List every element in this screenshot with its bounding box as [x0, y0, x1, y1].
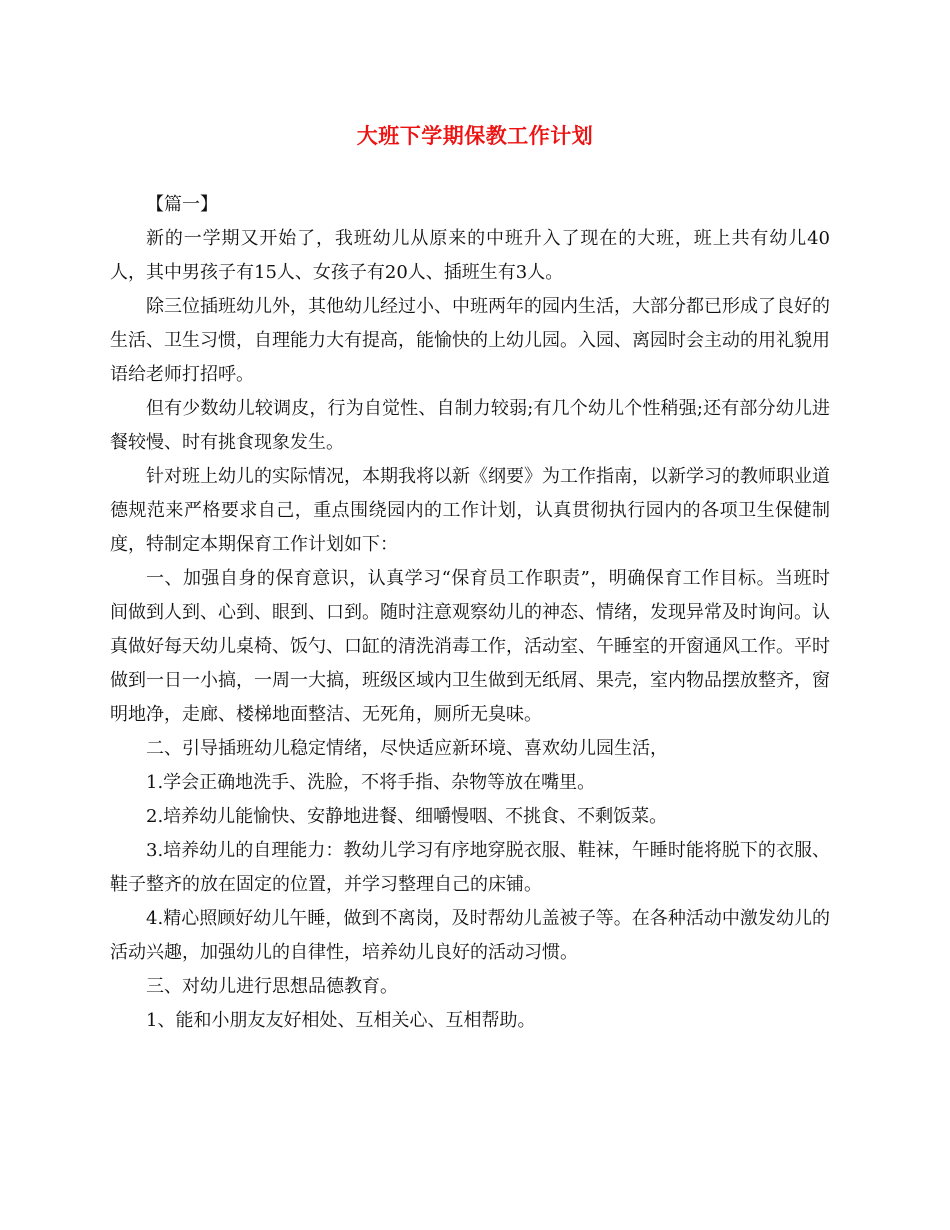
section-heading: 【篇一】	[146, 194, 218, 215]
document-body	[110, 188, 830, 1038]
paragraph: 针对班上幼儿的实际情况，本期我将以新《纲要》为工作指南，以新学习的教师职业道德规范来严格要求自己，重点围绕园内的工作计划，认真贯彻执行园内的各项卫生保健制度，特制定本期保育工作计划如下：	[110, 466, 830, 555]
paragraph: 三、对幼儿进行思想品德教育。	[146, 976, 398, 997]
list-item: 4.精心照顾好幼儿午睡，做到不离岗，及时帮幼儿盖被子等。在各种活动中激发幼儿的活动兴趣，加强幼儿的自律性，培养幼儿良好的活动习惯。	[110, 908, 830, 963]
list-item: 2.培养幼儿能愉快、安静地进餐、细嚼慢咽、不挑食、不剩饭菜。	[146, 806, 668, 827]
paragraph: 除三位插班幼儿外，其他幼儿经过小、中班两年的园内生活，大部分都已形成了良好的生活、卫生习惯，自理能力大有提高，能愉快的上幼儿园。入园、离园时会主动的用礼貌用语给老师打招呼。	[110, 296, 830, 385]
list-item: 1、能和小朋友友好相处、互相关心、互相帮助。	[146, 1010, 536, 1031]
list-item: 1.学会正确地洗手、洗脸，不将手指、杂物等放在嘴里。	[146, 772, 596, 793]
paragraph: 一、加强自身的保育意识，认真学习“保育员工作职责”，明确保育工作目标。当班时间做到人到、心到、眼到、口到。随时注意观察幼儿的神态、情绪，发现异常及时询问。认真做好每天幼儿桌椅、饭勺、口缸的清洗消毒工作，活动室、午睡室的开窗通风工作。平时做到一日一小搞，一周一大搞，班级区域内卫生做到无纸屑、果壳，室内物品摆放整齐，窗明地净，走廊、楼梯地面整洁、无死角，厕所无臭味。	[110, 568, 830, 725]
paragraph: 新的一学期又开始了，我班幼儿从原来的中班升入了现在的大班，班上共有幼儿40人，其中男孩子有15人、女孩子有20人、插班生有3人。	[110, 228, 830, 283]
paragraph: 但有少数幼儿较调皮，行为自觉性、自制力较弱;有几个幼儿个性稍强;还有部分幼儿进餐较慢、时有挑食现象发生。	[110, 398, 830, 453]
document-title: 大班下学期保教工作计划	[356, 123, 594, 148]
paragraph: 二、引导插班幼儿稳定情绪，尽快适应新环境、喜欢幼儿园生活，	[146, 738, 668, 759]
list-item: 3.培养幼儿的自理能力：教幼儿学习有序地穿脱衣服、鞋袜，午睡时能将脱下的衣服、鞋子整齐的放在固定的位置，并学习整理自己的床铺。	[110, 840, 830, 895]
